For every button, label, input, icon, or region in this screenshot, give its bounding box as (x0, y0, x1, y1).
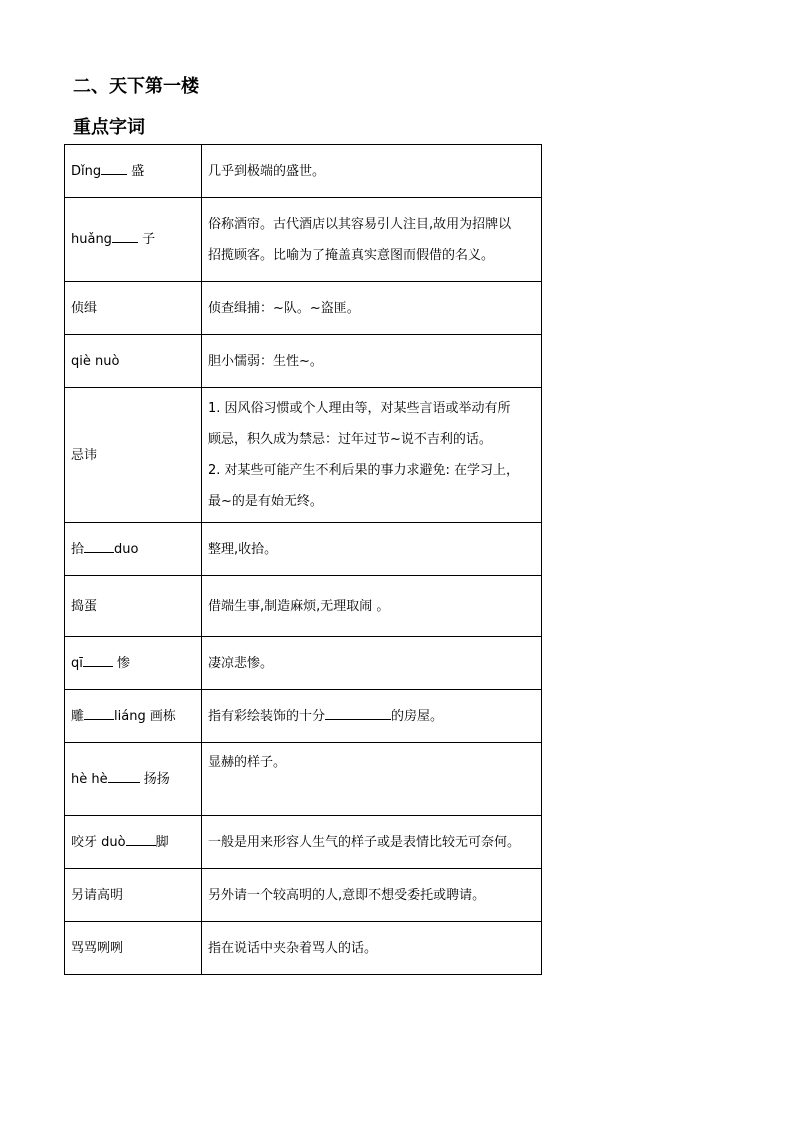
term-cell: 骂骂咧咧 (65, 922, 202, 975)
definition-cell: 1. 因风俗习惯或个人理由等，对某些言语或举动有所 顾忌，积久成为禁忌：过年过节~说不吉利的话。 2. 对某些可能产生不利后果的事力求避免: 在学习上， 最~的是有始无终。 (202, 388, 542, 523)
definition-cell: 俗称酒帘。古代酒店以其容易引人注目,故用为招牌以 招揽顾客。比喻为了掩盖真实意图而假借的名义。 (202, 198, 542, 282)
term-cell: 捣蛋 (65, 576, 202, 637)
definition-cell: 一般是用来形容人生气的样子或是表情比较无可奈何。 (202, 816, 542, 869)
fill-blank (325, 707, 391, 720)
fill-blank (83, 654, 113, 667)
table-row (65, 198, 542, 282)
definition-cell: 几乎到极端的盛世。 (202, 145, 542, 198)
table-row (65, 145, 542, 198)
definition-cell: 借端生事,制造麻烦,无理取闹 。 (202, 576, 542, 637)
definition-cell: 凄凉悲惨。 (202, 637, 542, 690)
definition-cell: 显赫的样子。 (202, 743, 542, 816)
term-cell: 咬牙 duò 脚 (65, 816, 202, 869)
section-title: 二、天下第一楼 (73, 76, 199, 97)
term-cell: qī 惨 (65, 637, 202, 690)
fill-blank (84, 540, 114, 553)
table-row (65, 816, 542, 869)
term-cell: Dǐng 盛 (65, 145, 202, 198)
table-row (65, 869, 542, 922)
vocabulary-table (64, 144, 542, 975)
definition-cell: 整理,收拾。 (202, 523, 542, 576)
table-row (65, 576, 542, 637)
table-row (65, 690, 542, 743)
definition-cell: 指有彩绘装饰的十分 的房屋。 (202, 690, 542, 743)
definition-cell: 侦查缉捕：~队。~盗匪。 (202, 282, 542, 335)
term-cell: 拾 duo (65, 523, 202, 576)
fill-blank (101, 162, 127, 175)
definition-cell: 另外请一个较高明的人,意即不想受委托或聘请。 (202, 869, 542, 922)
subtitle: 重点字词 (73, 117, 145, 138)
term-cell: huǎng 子 (65, 198, 202, 282)
table-row (65, 335, 542, 388)
table-row (65, 388, 542, 523)
term-cell: hè hè 扬扬 (65, 743, 202, 816)
term-cell: 雕 liáng 画栋 (65, 690, 202, 743)
term-cell: 另请高明 (65, 869, 202, 922)
term-cell: qiè nuò (65, 335, 202, 388)
table-row (65, 922, 542, 975)
definition-cell: 指在说话中夹杂着骂人的话。 (202, 922, 542, 975)
table-row (65, 282, 542, 335)
fill-blank (112, 230, 138, 243)
definition-cell: 胆小懦弱：生性~。 (202, 335, 542, 388)
table-row (65, 637, 542, 690)
table-row (65, 523, 542, 576)
fill-blank (126, 833, 156, 846)
fill-blank (84, 707, 114, 720)
fill-blank (108, 770, 140, 783)
table-row (65, 743, 542, 816)
term-cell: 侦缉 (65, 282, 202, 335)
term-cell: 忌讳 (65, 388, 202, 523)
